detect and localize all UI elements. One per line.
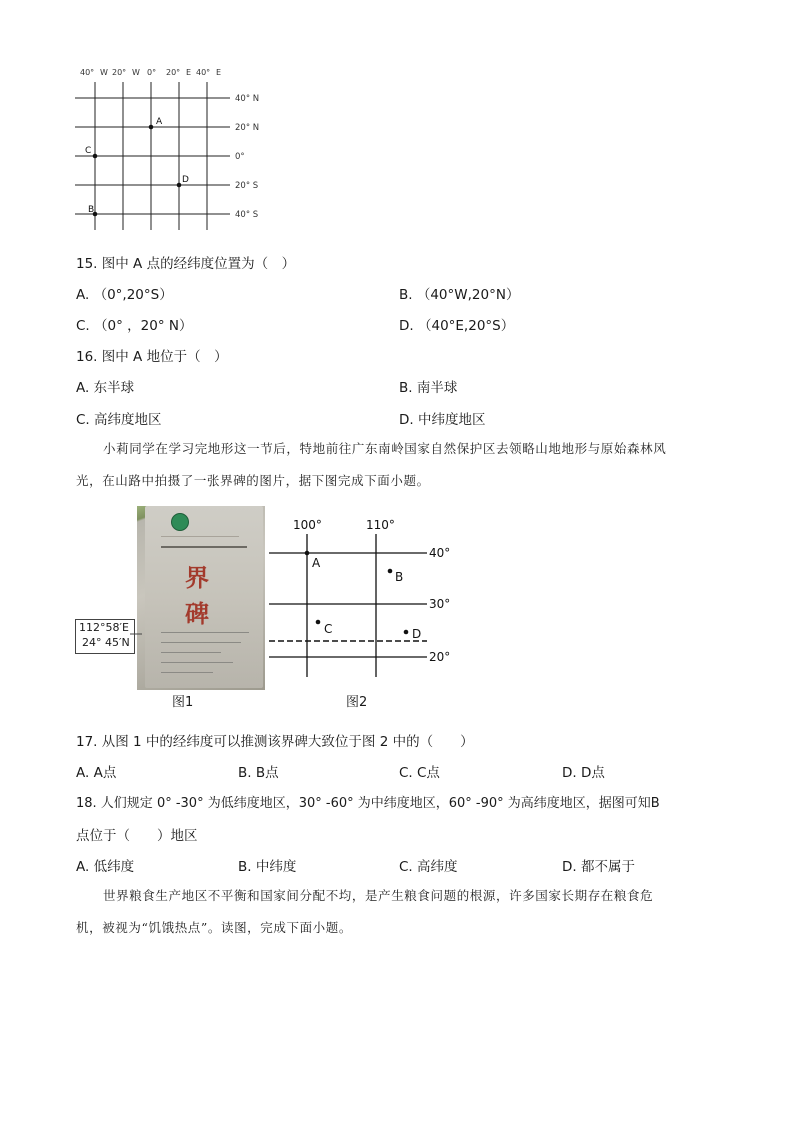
stone-title-char1: 界	[185, 563, 209, 592]
point-a-dot	[149, 125, 154, 130]
q18-option-a[interactable]: A. 低纬度	[76, 859, 135, 875]
boundary-stone-photo	[137, 506, 265, 690]
q17-stem: 17. 从图 1 中的经纬度可以推测该界碑大致位于图 2 中的（ ）	[76, 734, 474, 750]
fig2-point-b-label: B	[395, 570, 404, 584]
point-c-label: C	[85, 146, 92, 156]
lat-label: 20° S	[235, 181, 259, 191]
lat-label: 20° N	[235, 123, 260, 133]
q18-stem-line1: 18. 人们规定 0° -30° 为低纬度地区，30° -60° 为中纬度地区，60° -90° 为高纬度地区，据图可知B	[76, 796, 660, 811]
point-b-label: B	[88, 205, 95, 215]
right-latitude-labels	[235, 94, 259, 220]
lon-label: W	[100, 68, 108, 77]
lon-label: 20°	[112, 68, 127, 77]
passage2-line2: 机，被视为“饥饿热点”。读图，完成下面小题。	[76, 920, 352, 935]
fig2-lat-30: 30°	[429, 597, 451, 611]
fig2-point-b-dot	[388, 569, 393, 574]
lon-label: W	[132, 68, 140, 77]
fig1-caption: 图1	[172, 695, 194, 710]
lat-lon-grid-figure	[70, 62, 280, 232]
passage2-line1: 世界粮食生产地区不平衡和国家间分配不均，是产生粮食问题的根源，许多国家长期存在粮食危	[103, 888, 654, 903]
coord-latitude: 24° 45′N	[82, 636, 130, 649]
fig2-grid	[265, 512, 465, 712]
lon-label: E	[186, 68, 192, 77]
lon-label: 0°	[147, 68, 157, 77]
q15-option-b[interactable]: B. （40°W,20°N）	[399, 287, 520, 303]
fig2-lon-100: 100°	[293, 518, 322, 532]
point-c-dot	[93, 154, 98, 159]
fig2-lat-20: 20°	[429, 650, 451, 664]
q16-option-d[interactable]: D. 中纬度地区	[399, 412, 486, 428]
q18-option-b[interactable]: B. 中纬度	[238, 859, 297, 875]
lon-label: 40°	[196, 68, 211, 77]
lon-label: E	[216, 68, 222, 77]
q16-option-c[interactable]: C. 高纬度地区	[76, 412, 162, 428]
fig2-point-a-dot	[305, 551, 310, 556]
fig2-point-c-label: C	[324, 622, 333, 636]
lat-label: 0°	[235, 152, 245, 162]
coord-longitude: 112°58′E	[79, 621, 129, 634]
lat-label: 40° N	[235, 94, 260, 104]
q17-option-d[interactable]: D. D点	[562, 765, 605, 781]
fig2-point-a-label: A	[312, 556, 321, 570]
point-d-label: D	[182, 175, 189, 185]
lat-label: 40° S	[235, 210, 259, 220]
point-d-dot	[177, 183, 182, 188]
grid-lines	[75, 82, 230, 230]
logo-icon	[171, 513, 189, 531]
q16-option-b[interactable]: B. 南半球	[399, 380, 458, 396]
fig2-caption: 图2	[346, 695, 368, 710]
stone-title-char2: 碑	[185, 599, 209, 628]
q15-stem: 15. 图中 A 点的经纬度位置为（ ）	[76, 256, 296, 272]
grid-points	[85, 117, 189, 216]
fig2-point-d-label: D	[412, 627, 422, 641]
lon-label: 20°	[166, 68, 181, 77]
passage1-line1: 小莉同学在学习完地形这一节后，特地前往广东南岭国家自然保护区去领略山地地形与原始森林风	[103, 441, 667, 456]
q16-option-a[interactable]: A. 东半球	[76, 380, 135, 396]
q15-option-a[interactable]: A. （0°,20°S）	[76, 287, 173, 303]
lon-label: 40°	[80, 68, 95, 77]
pointer-line	[130, 630, 142, 638]
top-longitude-labels	[80, 68, 221, 77]
q17-option-b[interactable]: B. B点	[238, 765, 279, 781]
stone-slab	[145, 506, 263, 688]
q15-option-c[interactable]: C. （0° ，20° N）	[76, 318, 193, 334]
q17-option-c[interactable]: C. C点	[399, 765, 440, 781]
coordinate-label-box	[75, 619, 135, 654]
fig2-point-c-dot	[316, 620, 321, 625]
fig2-point-d-dot	[404, 630, 409, 635]
fig2-lat-40: 40°	[429, 546, 451, 560]
q18-option-d[interactable]: D. 都不属于	[562, 859, 635, 875]
q18-stem-line2: 点位于（ ）地区	[76, 828, 198, 844]
point-a-label: A	[156, 117, 163, 127]
q17-option-a[interactable]: A. A点	[76, 765, 117, 781]
q16-stem: 16. 图中 A 地位于（ ）	[76, 349, 228, 365]
fig2-lon-110: 110°	[366, 518, 395, 532]
q18-option-c[interactable]: C. 高纬度	[399, 859, 458, 875]
q15-option-d[interactable]: D. （40°E,20°S）	[399, 318, 515, 334]
passage1-line2: 光，在山路中拍摄了一张界碑的图片，据下图完成下面小题。	[76, 473, 430, 488]
